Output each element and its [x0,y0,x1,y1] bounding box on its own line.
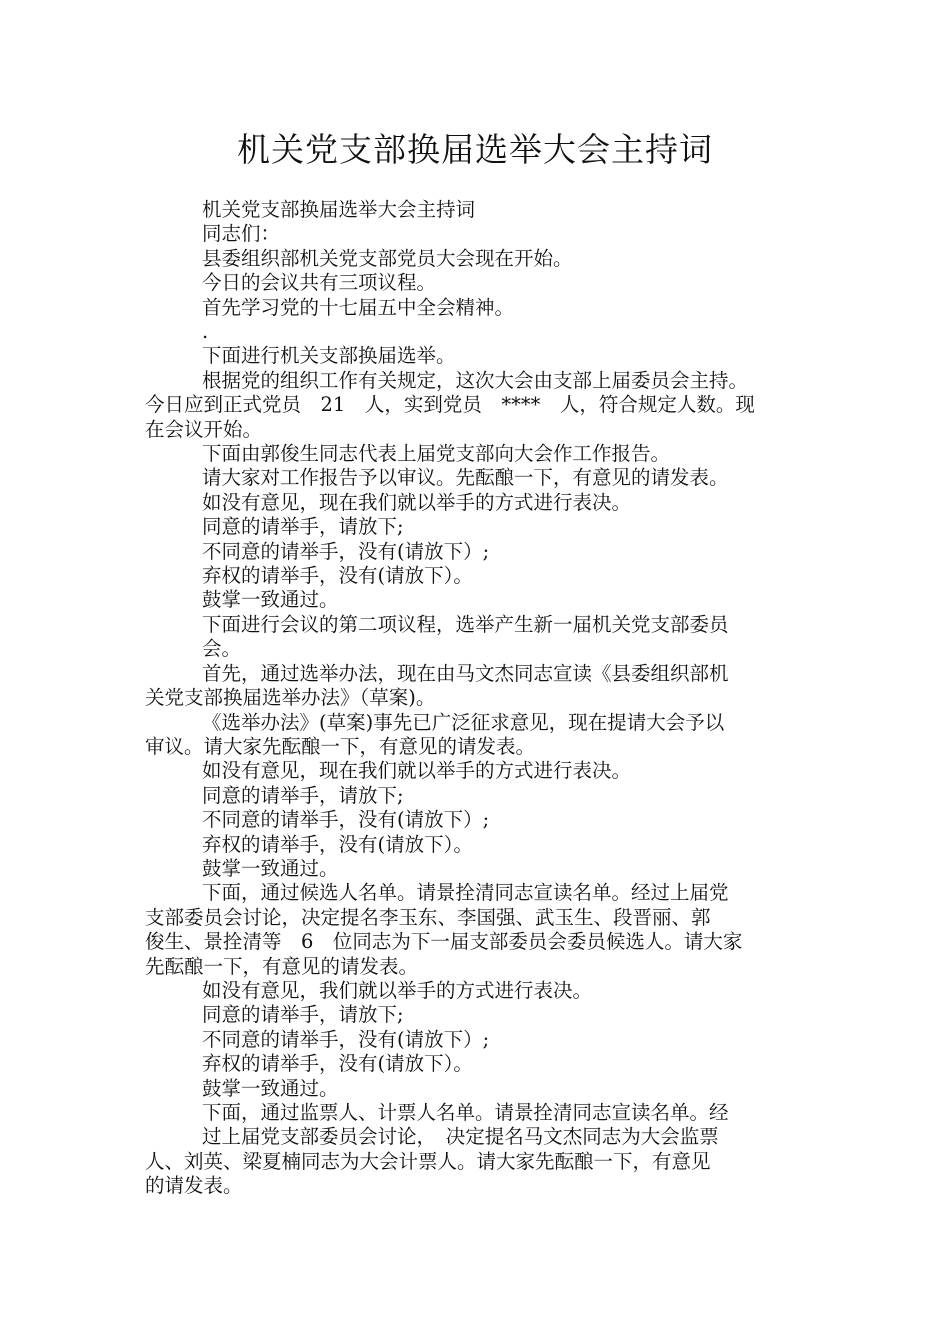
paragraph-line: 同意的请举手，请放下; [202,515,404,539]
subtitle-line: 机关党支部换届选举大会主持词 [202,198,476,221]
paragraph-line: 不同意的请举手，没有(请放下）; [202,1027,490,1051]
paragraph-line: 审议。请大家先酝酿一下，有意见的请发表。 [145,734,536,758]
paragraph-line: 根据党的组织工作有关规定，这次大会由支部上届委员会主持。 [202,368,749,392]
paragraph-line: 人、刘英、梁夏楠同志为大会计票人。请大家先酝酿一下，有意见 [145,1149,711,1173]
paragraph-line: 下面进行会议的第二项议程，选举产生新一届机关党支部委员 [202,612,729,636]
paragraph-line: 关党支部换届选举办法》（草案)。 [145,686,436,710]
paragraph-line: 的请发表。 [145,1174,243,1198]
paragraph-line: 俊生、景拴清等 6 位同志为下一届支部委员会委员候选人。请大家 [145,930,743,954]
paragraph-line: 不同意的请举手，没有(请放下）; [202,808,490,832]
paragraph-line: 会。 [202,637,242,661]
paragraph-line: 在会议开始。 [145,417,263,441]
paragraph-line: 今日应到正式党员 21 人，实到党员 **** 人，符合规定人数。现 [145,393,755,417]
paragraph-line: 请大家对工作报告予以审议。先酝酿一下，有意见的请发表。 [202,466,729,490]
paragraph-line: 下面，通过监票人、计票人名单。请景拴清同志宣读名单。经 [202,1101,729,1125]
paragraph-line: 下面由郭俊生同志代表上届党支部向大会作工作报告。 [202,442,671,466]
paragraph-line: 过上届党支部委员会讨论， 决定提名马文杰同志为大会监票 [202,1125,719,1149]
document-body [145,198,815,1199]
paragraph-line: 今日的会议共有三项议程。 [202,271,437,295]
paragraph-line: 如没有意见，现在我们就以举手的方式进行表决。 [202,490,632,514]
paragraph-line: 支部委员会讨论，决定提名李玉东、李国强、武玉生、段晋丽、郭 [145,905,711,929]
paragraph-line: 首先，通过选举办法，现在由马文杰同志宣读《县委组织部机 [202,661,729,685]
paragraph-line: 不同意的请举手，没有(请放下）; [202,539,490,563]
paragraph-line: 鼓掌一致通过。 [202,588,339,612]
paragraph-line: 同意的请举手，请放下; [202,1003,404,1027]
paragraph-line: 鼓掌一致通过。 [202,1076,339,1100]
paragraph-line: 县委组织部机关党支部党员大会现在开始。 [202,246,573,270]
paragraph-line: 下面，通过候选人名单。请景拴清同志宣读名单。经过上届党 [202,881,729,905]
paragraph-line: 如没有意见，现在我们就以举手的方式进行表决。 [202,759,632,783]
paragraph-line: 下面进行机关支部换届选举。 [202,344,456,368]
salutation-line: 同志们： [202,222,281,246]
paragraph-line: 《选举办法》(草案)事先已广泛征求意见，现在提请大会予以 [202,710,725,734]
paragraph-line: 首先学习党的十七届五中全会精神。 [202,295,515,319]
paragraph-line: . [202,320,209,344]
paragraph-line: 鼓掌一致通过。 [202,856,339,880]
paragraph-line: 同意的请举手，请放下; [202,783,404,807]
paragraph-line: 弃权的请举手，没有(请放下）。 [202,832,473,856]
paragraph-line: 弃权的请举手，没有(请放下）。 [202,1052,473,1076]
document-title: 机关党支部换届选举大会主持词 [237,130,713,169]
paragraph-line: 先酝酿一下，有意见的请发表。 [145,954,419,978]
paragraph-line: 如没有意见，我们就以举手的方式进行表决。 [202,978,593,1002]
paragraph-line: 弃权的请举手，没有(请放下）。 [202,564,473,588]
